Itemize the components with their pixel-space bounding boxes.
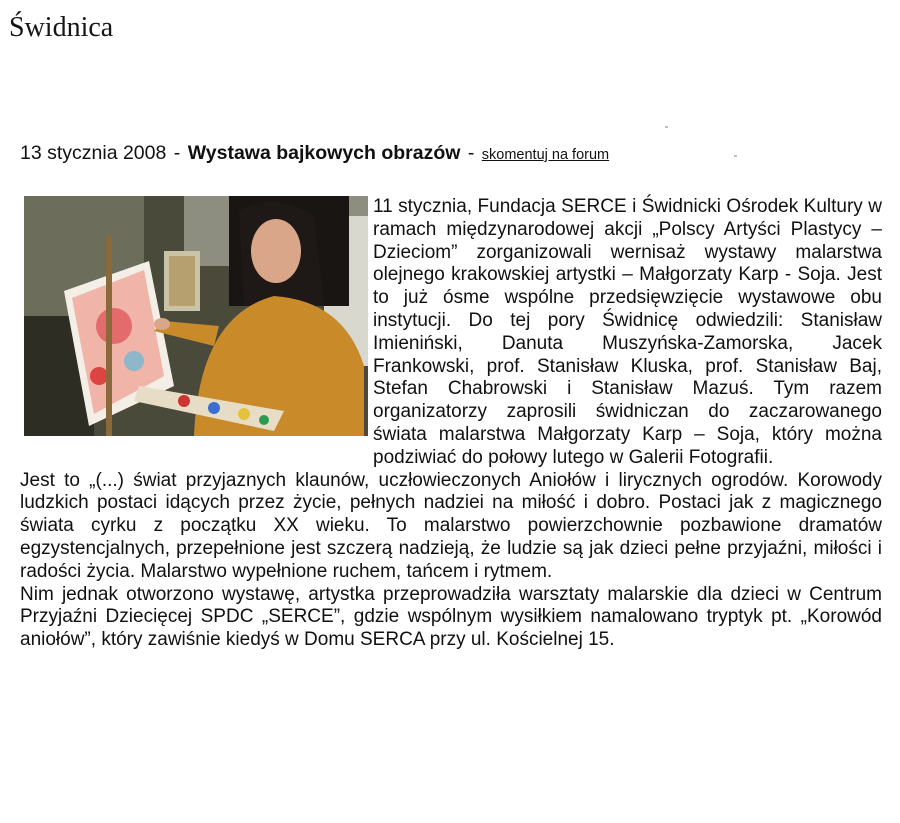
page-title: Świdnica [9,12,114,43]
photo-spacer [20,196,373,448]
article-date: 13 stycznia 2008 [20,142,167,164]
separator: - [173,142,181,164]
article-paragraph: 11 stycznia, Fundacja SERCE i Świdnicki Ośrodek Kultury w ramach międzynarodowej akcji „Polscy Artyści Plastycy – Dzieciom” zorganizowali wernisaż wystawy malarstwa olejnego krakowskiej artystki – Małgorzaty Karp - Soja. Jest to już ósme wspólne przedsięwzięcie wystawowe obu instytucji. Do tej pory Świdnicę odwiedzili: Stanisław Imieniński, Danuta Muszyńska-Zamorska, Jacek Frankowski, prof. Stanisław Kluska, prof. Stanisław Baj, Stefan Chabrowski i Stanisław Mazuś. Tym razem organizatorzy zaprosili świdniczan do zaczarowanego świata malarstwa Małgorzaty Karp – Soja, który można podziwiać do połowy lutego w Galerii Fotografii. [373,196,882,468]
separator: - [467,142,475,164]
article-dateline [20,142,609,165]
article-headline: Wystawa bajkowych obrazów [187,142,461,164]
article-paragraph: Jest to „(...) świat przyjaznych klaunów, uczłowieczonych Aniołów i lirycznych ogrodów. Korowody ludzkich postaci idących przez życie, pełnych nadziei na miłość i dobro. Postaci jak z magicznego świata cyrku z początku XX wieku. To malarstwo powierzchownie pozbawione dramatów egzystencjalnych, przepełnione jest szczerą nadzieją, że ludzie są jak dzieci pełne przyjaźni, miłości i radości życia. Malarstwo wypełnione ruchem, tańcem i rytmem. [20,469,882,582]
article-paragraph: Nim jednak otworzono wystawę, artystka przeprowadziła warsztaty malarskie dla dzieci w Centrum Przyjaźni Dziecięcej SPDC „SERCE”, gdzie wspólnym wysiłkiem namalowano tryptyk pt. „Korowód aniołów”, który zawiśnie kiedyś w Domu SERCA przy ul. Kościelnej 15. [20,583,882,651]
comment-link[interactable]: skomentuj na forum [481,147,610,163]
scan-speck [665,126,668,128]
article-body [20,196,882,652]
scan-speck [734,155,737,157]
